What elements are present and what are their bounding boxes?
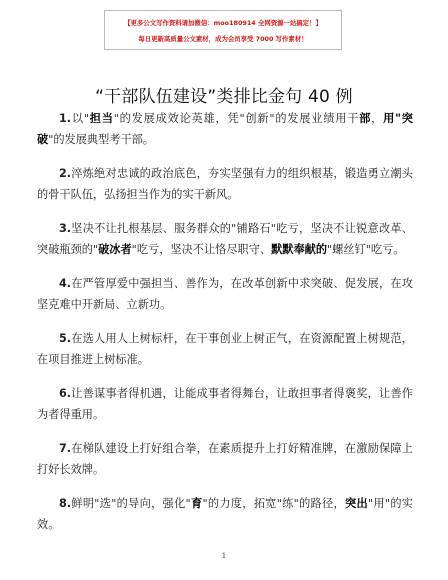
promo-line-1: 【更多公文写作资料请加微信：moo180914 全网资源一站搞定！】 — [124, 19, 322, 27]
item-text: "的力度，拓宽"练"的路径， — [202, 497, 345, 510]
item-text: 在严管厚爱中强担当、善作为，在改革创新中求突破、促发展，在攻坚克难中开新局、立新功。 — [37, 277, 413, 311]
page-number: 1 — [221, 552, 227, 560]
document-title: “干部队伍建设”类排比金句 40 例 — [95, 87, 353, 107]
item-text: "的发展成效论英雄，凭"创新"的发展业绩用干 — [113, 112, 360, 125]
item-list — [37, 108, 413, 548]
item-text: 以" — [71, 112, 89, 125]
item-text: "的发展典型考干部。 — [48, 133, 155, 146]
list-item — [37, 273, 413, 315]
promo-banner — [104, 10, 342, 50]
item-emphasis: 破冰者 — [98, 243, 132, 256]
item-number: 8. — [59, 497, 72, 510]
item-text: 让善谋事者得机遇，让能成事者得舞台，让敢担事者得褒奖，让善作为者得重用。 — [37, 387, 413, 421]
item-text: 在选人用人上树标杆，在干事创业上树正气，在资源配置上树规范，在项目推进上树标准。 — [37, 332, 413, 366]
item-text: "用"的实效。 — [37, 497, 413, 531]
item-number: 7. — [59, 442, 72, 455]
item-number: 6. — [59, 387, 72, 400]
list-item — [37, 163, 413, 205]
list-item — [37, 328, 413, 370]
item-number: 2. — [59, 167, 72, 180]
item-emphasis: 突出 — [345, 497, 368, 510]
item-emphasis: 用"突破 — [37, 112, 413, 146]
item-number: 3. — [59, 222, 72, 235]
list-item — [37, 218, 413, 260]
item-text: 坚决不让扎根基层、服务群众的"铺路石"吃亏，坚决不让锐意改革、突破瓶颈的" — [37, 222, 413, 256]
item-text: 淬炼绝对忠诚的政治底色，夯实坚强有力的组织根基，锻造勇立潮头的骨干队伍，弘扬担当作为的实干新风。 — [37, 167, 413, 201]
item-emphasis: 默默奉献的 — [271, 243, 328, 256]
item-emphasis: 担当 — [88, 112, 114, 125]
list-item — [37, 493, 413, 535]
item-number: 1. — [59, 112, 72, 125]
item-text: "吃亏，坚决不让恪尽职守、 — [131, 243, 272, 256]
item-text: 鲜明"选"的导向，强化" — [71, 497, 191, 510]
item-number: 5. — [59, 332, 72, 345]
list-item — [37, 108, 413, 150]
promo-line-2: 每日更新高质量公文素材，成为会员享受 7000 写作素材！ — [138, 35, 308, 43]
item-emphasis: 育 — [190, 497, 203, 510]
item-emphasis: 部 — [359, 112, 372, 125]
list-item — [37, 383, 413, 425]
item-text: 在梯队建设上打好组合拳，在素质提升上打好精准牌，在激励保障上打好长效牌。 — [37, 442, 413, 476]
item-text: "螺丝钉"吃亏。 — [327, 243, 405, 256]
item-number: 4. — [59, 277, 72, 290]
item-text: ， — [371, 112, 384, 125]
list-item — [37, 438, 413, 480]
